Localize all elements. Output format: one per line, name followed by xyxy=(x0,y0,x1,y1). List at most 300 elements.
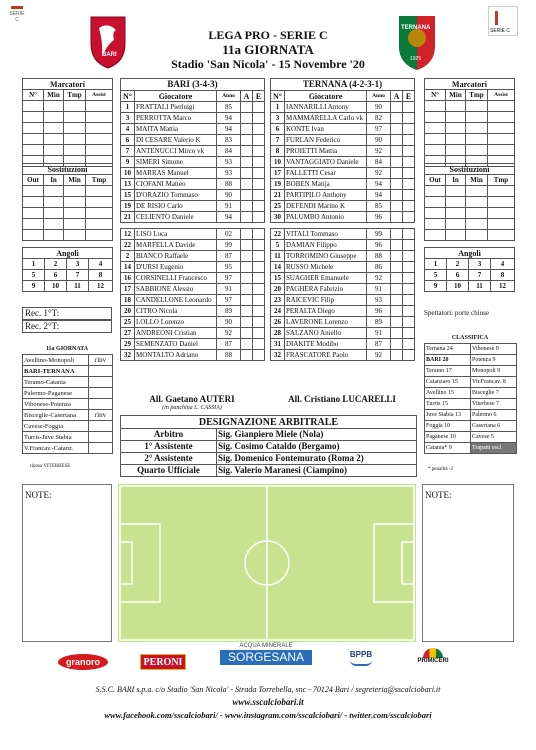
home-sub-cell xyxy=(64,197,86,208)
home-bench-player-number: 20 xyxy=(121,306,135,317)
home-col-player: Giocatore xyxy=(135,91,217,102)
home-starter-e xyxy=(253,146,265,157)
away-starter-row xyxy=(271,179,415,190)
away-starter-row xyxy=(271,190,415,201)
standings-cell: Catanzaro 15 xyxy=(425,377,471,388)
home-corner-cell: 6 xyxy=(45,270,67,281)
home-bench-player-name: CITRO Nicola xyxy=(135,306,217,317)
away-bench-player-row xyxy=(271,229,415,240)
sponsor-primiceri-text: PRIMICERI xyxy=(417,658,449,664)
away-bench-player-number: 14 xyxy=(271,262,285,273)
home-corner-cell: 9 xyxy=(23,281,45,292)
away-corner-cell: 9 xyxy=(425,281,447,292)
away-starter-number: 3 xyxy=(271,113,285,124)
away-scorer-cell xyxy=(466,101,488,112)
standings-row xyxy=(425,410,517,421)
home-starter-number: 19 xyxy=(121,201,135,212)
away-sub-cell xyxy=(488,197,515,208)
fixture-row xyxy=(23,366,113,377)
away-starter-row xyxy=(271,113,415,124)
home-starter-name: FRATTALI Pierluigi xyxy=(135,102,217,113)
home-bench-player-row xyxy=(121,284,265,295)
away-starter-year: 84 xyxy=(367,157,391,168)
away-bench-player-year: 87 xyxy=(367,339,391,350)
away-bench-player-e xyxy=(403,306,415,317)
fixture-result: rinv xyxy=(89,355,113,366)
standings-cell: Viterbese 7 xyxy=(471,399,517,410)
home-starter-row xyxy=(121,212,265,223)
away-bench-player-a xyxy=(391,262,403,273)
bari-crest-text: BARI xyxy=(102,52,117,58)
standings-cell: Foggia 10 xyxy=(425,421,471,432)
away-starter-e xyxy=(403,102,415,113)
home-bench-player-name: CANDELLONE Leonardo xyxy=(135,295,217,306)
away-starter-number: 8 xyxy=(271,146,285,157)
referee-role: 2° Assistente xyxy=(121,453,217,465)
away-sub-cell xyxy=(425,197,446,208)
away-starter-name: VANTAGGIATO Daniele xyxy=(285,157,367,168)
sponsor-granoro-text: granoro xyxy=(65,657,100,667)
home-starter-name: PERROTTA Marco xyxy=(135,113,217,124)
sponsor-sorgesana-top: ACQUA MINERALE xyxy=(239,643,293,649)
home-scorer-cell xyxy=(64,145,86,156)
away-bench-player-a xyxy=(391,240,403,251)
rec-second-half xyxy=(22,320,112,333)
home-sub-cell xyxy=(64,219,86,230)
away-scorer-cell xyxy=(425,134,446,145)
home-sub-cell xyxy=(86,197,113,208)
away-scorer-cell xyxy=(488,112,515,123)
home-starter-a xyxy=(241,135,253,146)
away-scorers-table xyxy=(424,78,515,167)
away-starter-year: 92 xyxy=(367,168,391,179)
away-bench-player-year: 92 xyxy=(367,350,391,361)
home-scorer-cell xyxy=(23,134,44,145)
away-starter-year: 94 xyxy=(367,179,391,190)
home-scorer-row xyxy=(23,123,113,134)
away-starter-name: KONTE Ivan xyxy=(285,124,367,135)
away-bench-player-e xyxy=(403,317,415,328)
home-bench-player-a xyxy=(241,240,253,251)
away-scorer-cell xyxy=(425,112,446,123)
away-bench-player-name: LAVERONE Lorenzo xyxy=(285,317,367,328)
away-starter-a xyxy=(391,168,403,179)
standings-cell: Potenza 9 xyxy=(471,355,517,366)
standings-row xyxy=(425,388,517,399)
away-starter-name: FALLETTI Cesar xyxy=(285,168,367,179)
home-bench-player-a xyxy=(241,328,253,339)
away-corners-rows xyxy=(425,259,515,292)
home-bench-player-e xyxy=(253,273,265,284)
standings-cell: Vibonese 9 xyxy=(471,344,517,355)
home-starter-name: SIMERI Simone xyxy=(135,157,217,168)
away-bench-player-year: 96 xyxy=(367,240,391,251)
footer-address: S.S.C. BARI s.p.a. c/o Stadio 'San Nicola' - Strada Torrebella, snc - 70124 Bari / segreteria@sscalciobari.it xyxy=(95,685,441,694)
away-bench-player-number: 15 xyxy=(271,273,285,284)
home-bench-player-year: 90 xyxy=(217,317,241,328)
sponsor-granoro xyxy=(58,654,108,670)
standings-row xyxy=(425,399,517,410)
home-sub-cell xyxy=(44,230,64,241)
note-left-label: NOTE: xyxy=(25,490,52,500)
away-sub-cell xyxy=(425,186,446,197)
home-starter-e xyxy=(253,124,265,135)
away-starter-number: 19 xyxy=(271,179,285,190)
home-corner-cell: 1 xyxy=(23,259,45,270)
home-corner-cell: 8 xyxy=(89,270,113,281)
home-bench-player-year: 92 xyxy=(217,328,241,339)
away-col-player: Giocatore xyxy=(285,91,367,102)
home-bench-player-year: 89 xyxy=(217,306,241,317)
away-sub-cell xyxy=(446,186,466,197)
away-bench-player-name: DAMIAN Filippo xyxy=(285,240,367,251)
home-bench-player-name: BIANCO Raffaele xyxy=(135,251,217,262)
home-bench-player-number: 17 xyxy=(121,284,135,295)
home-bench-player-e xyxy=(253,262,265,273)
fixture-row xyxy=(23,388,113,399)
footer-social[interactable]: www.facebook.com/sscalciobari/ - www.instagram.com/sscalciobari/ - twitter.com/sscalciobari xyxy=(104,710,432,720)
home-starter-a xyxy=(241,179,253,190)
home-bench-player-a xyxy=(241,284,253,295)
home-bench-player-row xyxy=(121,262,265,273)
home-starter-year: 93 xyxy=(217,157,241,168)
home-sub-row xyxy=(23,230,113,241)
fixture-result xyxy=(89,421,113,432)
home-bench-player-number: 12 xyxy=(121,229,135,240)
referee-name: Sig. Cosimo Cataldo (Bergamo) xyxy=(217,441,417,453)
away-scorer-row xyxy=(425,145,515,156)
home-scorer-cell xyxy=(86,134,113,145)
home-starter-e xyxy=(253,201,265,212)
away-corners-title: Angoli xyxy=(425,248,515,259)
home-bench-player-e xyxy=(253,350,265,361)
home-bench-player-a xyxy=(241,273,253,284)
away-starter-name: IANNARILLI Antony xyxy=(285,102,367,113)
standings-row xyxy=(425,366,517,377)
home-bench-player-row xyxy=(121,240,265,251)
home-subs-col-min: Min xyxy=(64,175,86,186)
away-starter-year: 96 xyxy=(367,212,391,223)
away-scorers-rows xyxy=(425,101,515,167)
home-starter-number: 13 xyxy=(121,179,135,190)
away-starter-year: 97 xyxy=(367,124,391,135)
home-scorer-cell xyxy=(23,101,44,112)
home-starter-name: D'ORAZIO Tommaso xyxy=(135,190,217,201)
away-starter-a xyxy=(391,113,403,124)
home-scorer-cell xyxy=(23,123,44,134)
home-scorer-cell xyxy=(86,101,113,112)
away-starter-year: 94 xyxy=(367,190,391,201)
home-corner-cell: 12 xyxy=(89,281,113,292)
home-bench-player-a xyxy=(241,229,253,240)
home-starter-e xyxy=(253,135,265,146)
home-scorer-row xyxy=(23,112,113,123)
away-starter-row xyxy=(271,124,415,135)
fixtures-rest: riposa VITERBESE xyxy=(30,464,71,469)
referee-row xyxy=(121,453,417,465)
fixture-row xyxy=(23,443,113,454)
home-starter-row xyxy=(121,190,265,201)
home-bench xyxy=(121,229,265,361)
away-scorers-col-num: N° xyxy=(425,90,446,101)
home-corner-row xyxy=(23,281,113,292)
away-scorers-col-tmp: Tmp xyxy=(466,90,488,101)
home-sub-cell xyxy=(64,208,86,219)
away-corner-row xyxy=(425,270,515,281)
away-starter-e xyxy=(403,146,415,157)
away-starter-a xyxy=(391,157,403,168)
away-sub-row xyxy=(425,197,515,208)
note-left-box xyxy=(22,484,112,642)
standings-cell: Avellino 15 xyxy=(425,388,471,399)
home-starter-name: DE RISIO Carlo xyxy=(135,201,217,212)
fixture-match: Teramo-Catania xyxy=(23,377,89,388)
away-bench-player-a xyxy=(391,251,403,262)
away-starter-name: PARTIPILO Anthony xyxy=(285,190,367,201)
away-bench-player-name: FRASCATORE Paolo xyxy=(285,350,367,361)
home-bench-player-row xyxy=(121,295,265,306)
away-sub-cell xyxy=(446,197,466,208)
sponsor-sorgesana xyxy=(220,643,312,671)
away-sub-cell xyxy=(425,230,446,241)
away-bench-player-name: RUSSO Michele xyxy=(285,262,367,273)
away-bench-player-e xyxy=(403,350,415,361)
referees-table xyxy=(120,415,417,477)
home-starter-row xyxy=(121,168,265,179)
away-sub-cell xyxy=(466,197,488,208)
standings-cell: Paganese 10 xyxy=(425,432,471,443)
home-bench-player-year: 99 xyxy=(217,240,241,251)
home-bench-player-number: 2 xyxy=(121,251,135,262)
away-sub-cell xyxy=(466,208,488,219)
away-starter-a xyxy=(391,102,403,113)
fixture-result xyxy=(89,432,113,443)
away-starter-a xyxy=(391,179,403,190)
home-starter-row xyxy=(121,124,265,135)
fixture-result: rinv xyxy=(89,410,113,421)
away-starter-year: 82 xyxy=(367,113,391,124)
standings-row xyxy=(425,432,517,443)
home-sub-row xyxy=(23,186,113,197)
home-sub-cell xyxy=(86,186,113,197)
away-corner-cell: 11 xyxy=(469,281,491,292)
standings-rows xyxy=(425,344,517,454)
away-bench-player-number: 23 xyxy=(271,295,285,306)
referees-title: DESIGNAZIONE ARBITRALE xyxy=(121,416,417,429)
home-bench-player-row xyxy=(121,339,265,350)
away-scorers-title: Marcatori xyxy=(425,79,515,90)
home-bench-player-number: 27 xyxy=(121,328,135,339)
away-scorer-row xyxy=(425,134,515,145)
away-corner-cell: 12 xyxy=(491,281,515,292)
away-sub-cell xyxy=(466,230,488,241)
away-starter-e xyxy=(403,190,415,201)
away-corner-cell: 3 xyxy=(469,259,491,270)
home-bench-player-number: 29 xyxy=(121,339,135,350)
away-starter-name: PROIETTI Mattia xyxy=(285,146,367,157)
away-corner-cell: 5 xyxy=(425,270,447,281)
home-starter-year: 94 xyxy=(217,113,241,124)
home-starter-name: CELIENTO Daniele xyxy=(135,212,217,223)
fixture-row xyxy=(23,355,113,366)
away-starter-row xyxy=(271,157,415,168)
standings-cell: Casertana 6 xyxy=(471,421,517,432)
home-bench-player-year: 95 xyxy=(217,262,241,273)
away-bench-player-e xyxy=(403,339,415,350)
away-col-year: Anno xyxy=(367,91,391,102)
home-subs-title: Sostituzioni xyxy=(23,164,113,175)
rec-second-half-label: Rec. 2°T: xyxy=(25,321,60,331)
home-scorer-cell xyxy=(44,134,64,145)
home-sub-cell xyxy=(44,197,64,208)
home-starter-name: DI CESARE Valerio K xyxy=(135,135,217,146)
home-scorers-col-tmp: Tmp xyxy=(64,90,86,101)
away-starter-e xyxy=(403,179,415,190)
away-bench-player-year: 91 xyxy=(367,284,391,295)
away-subs-title: Sostituzioni xyxy=(425,164,515,175)
away-scorer-cell xyxy=(466,123,488,134)
away-starter-a xyxy=(391,135,403,146)
home-starter-row xyxy=(121,135,265,146)
away-sub-cell xyxy=(425,208,446,219)
home-bench-player-e xyxy=(253,306,265,317)
home-corner-cell: 7 xyxy=(67,270,89,281)
home-starter-number: 21 xyxy=(121,212,135,223)
home-scorers-col-min: Min xyxy=(44,90,64,101)
away-starter-a xyxy=(391,201,403,212)
home-bench-player-name: MONTALTO Adriano xyxy=(135,350,217,361)
home-scorer-cell xyxy=(64,123,86,134)
home-bench-player-year: 87 xyxy=(217,251,241,262)
home-bench-player-year: 97 xyxy=(217,295,241,306)
home-bench-player-e xyxy=(253,295,265,306)
fixture-match: Avellino-Monopoli xyxy=(23,355,89,366)
away-corner-cell: 1 xyxy=(425,259,447,270)
fixture-result xyxy=(89,443,113,454)
away-bench-player-number: 28 xyxy=(271,328,285,339)
away-bench-player-a xyxy=(391,328,403,339)
note-right-box xyxy=(422,484,514,642)
home-scorer-row xyxy=(23,134,113,145)
home-scorers-table xyxy=(22,78,113,167)
home-starter-a xyxy=(241,212,253,223)
away-subs-col-tmp: Tmp xyxy=(488,175,515,186)
home-bench-player-year: 02 xyxy=(217,229,241,240)
away-bench-player-name: SALZANO Aniello xyxy=(285,328,367,339)
standings-cell: Turris 15 xyxy=(425,399,471,410)
away-lineup-table xyxy=(270,78,415,361)
fixture-result xyxy=(89,377,113,388)
home-scorer-cell xyxy=(44,112,64,123)
fixtures-table xyxy=(22,354,113,454)
round-title: 11a GIORNATA xyxy=(222,42,314,57)
home-subs-table xyxy=(22,163,113,241)
home-starter-row xyxy=(121,113,265,124)
away-bench-player-number: 20 xyxy=(271,284,285,295)
away-bench-player-name: TORROMINO Giuseppe xyxy=(285,251,367,262)
away-bench-player-name: VITALI Tommaso xyxy=(285,229,367,240)
away-corner-cell: 6 xyxy=(447,270,469,281)
home-scorer-cell xyxy=(64,101,86,112)
away-coach: All. Cristiano LUCARELLI xyxy=(288,394,396,404)
away-starter-number: 30 xyxy=(271,212,285,223)
sponsor-bppb xyxy=(338,650,384,670)
away-sub-row xyxy=(425,230,515,241)
away-starter-year: 90 xyxy=(367,135,391,146)
away-bench-player-number: 31 xyxy=(271,339,285,350)
away-team-header: TERNANA (4-2-3-1) xyxy=(271,79,415,91)
away-starter-e xyxy=(403,135,415,146)
home-corner-cell: 2 xyxy=(45,259,67,270)
home-starter-number: 9 xyxy=(121,157,135,168)
standings-table xyxy=(424,343,517,454)
away-bench-player-row xyxy=(271,284,415,295)
home-sub-cell xyxy=(86,230,113,241)
home-subs-col-tmp: Tmp xyxy=(86,175,113,186)
home-starter-row xyxy=(121,201,265,212)
home-sub-row xyxy=(23,219,113,230)
away-starter-number: 1 xyxy=(271,102,285,113)
home-col-year: Anno xyxy=(217,91,241,102)
home-starter-e xyxy=(253,168,265,179)
home-subs-col-in: In xyxy=(44,175,64,186)
bari-crest xyxy=(88,14,128,70)
home-scorer-cell xyxy=(86,112,113,123)
away-bench-player-year: 88 xyxy=(367,251,391,262)
home-starter-a xyxy=(241,190,253,201)
fixture-match: Vibonese-Potenza xyxy=(23,399,89,410)
away-scorer-cell xyxy=(446,134,466,145)
home-bench-player-number: 18 xyxy=(121,295,135,306)
home-starter-number: 15 xyxy=(121,190,135,201)
note-right-label: NOTE: xyxy=(425,490,452,500)
home-starter-row xyxy=(121,146,265,157)
away-subs-col-min: Min xyxy=(466,175,488,186)
home-col-a: A xyxy=(241,91,253,102)
home-starter-row xyxy=(121,102,265,113)
away-bench xyxy=(271,229,415,361)
home-scorer-row xyxy=(23,145,113,156)
home-scorer-cell xyxy=(44,123,64,134)
footer-site[interactable]: www.sscalciobari.it xyxy=(232,697,304,707)
home-bench-player-name: LOLLO Lorenzo xyxy=(135,317,217,328)
away-starter-row xyxy=(271,212,415,223)
home-bench-player-a xyxy=(241,306,253,317)
away-scorer-cell xyxy=(488,123,515,134)
home-bench-player-row xyxy=(121,317,265,328)
home-bench-player-e xyxy=(253,251,265,262)
home-starter-year: 88 xyxy=(217,179,241,190)
home-starter-year: 94 xyxy=(217,124,241,135)
home-bench-player-e xyxy=(253,339,265,350)
home-bench-player-year: 88 xyxy=(217,350,241,361)
home-starter-year: 94 xyxy=(217,212,241,223)
home-bench-player-a xyxy=(241,262,253,273)
home-starter-number: 3 xyxy=(121,113,135,124)
home-bench-player-name: SEMENZATO Daniel xyxy=(135,339,217,350)
fixtures-rows xyxy=(23,355,113,454)
away-sub-row xyxy=(425,208,515,219)
home-corner-cell: 10 xyxy=(45,281,67,292)
away-bench-player-number: 26 xyxy=(271,317,285,328)
home-sub-row xyxy=(23,208,113,219)
home-starter-e xyxy=(253,190,265,201)
home-scorer-cell xyxy=(86,145,113,156)
away-bench-player-row xyxy=(271,240,415,251)
away-starter-row xyxy=(271,201,415,212)
home-sub-cell xyxy=(64,230,86,241)
ternana-crest xyxy=(395,12,439,72)
